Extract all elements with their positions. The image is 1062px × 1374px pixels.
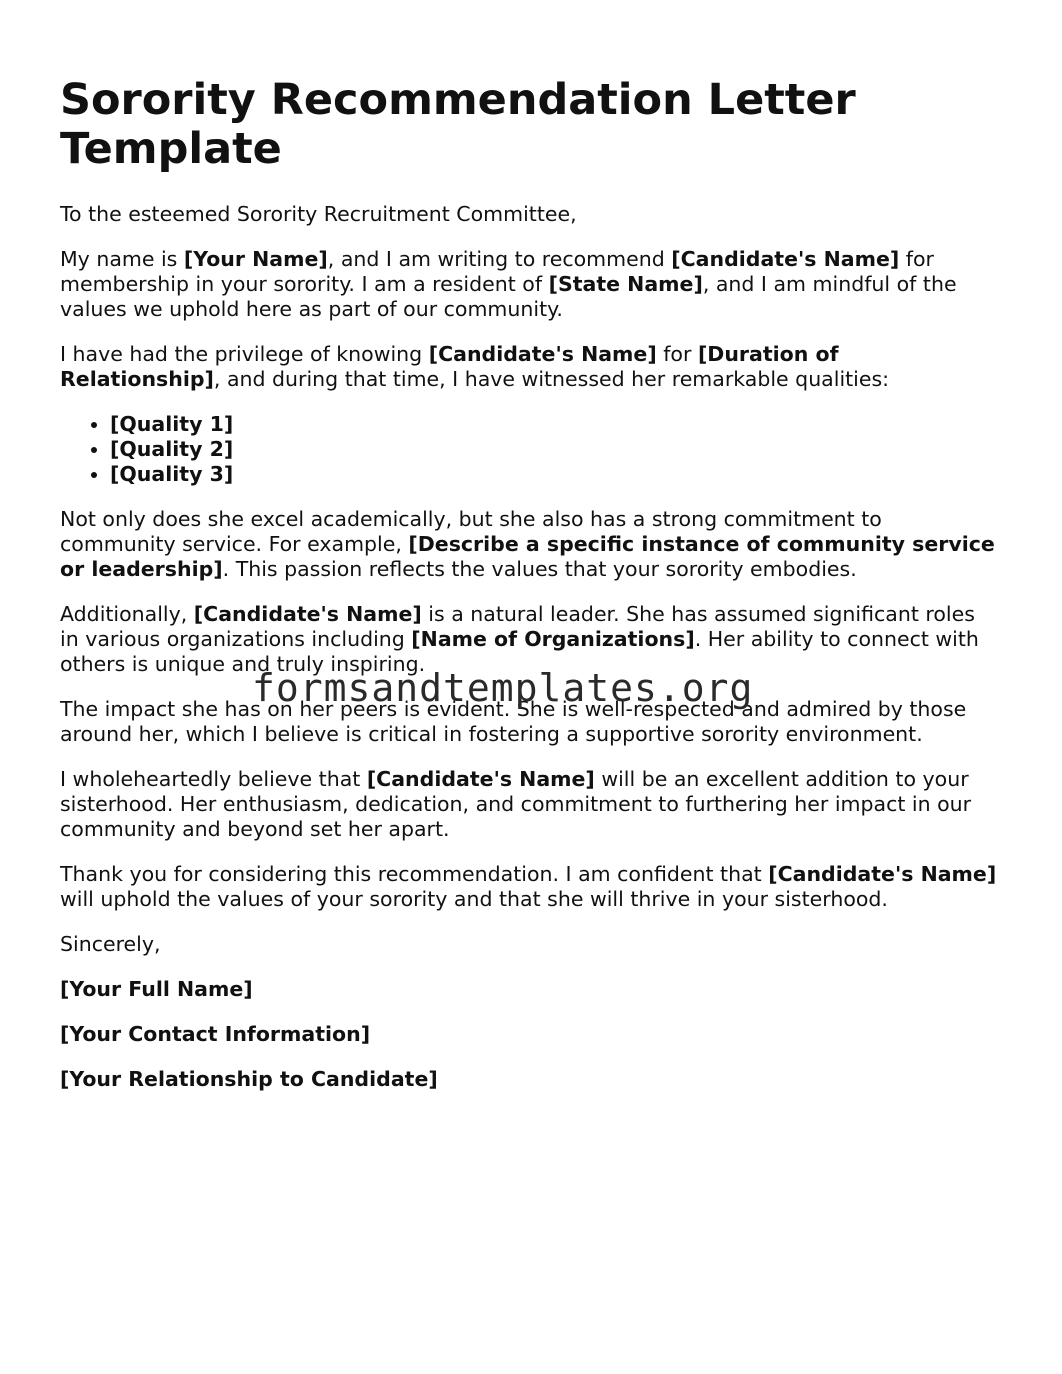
placeholder-relationship: [Your Relationship to Candidate] [60, 1067, 438, 1091]
paragraph-impact: The impact she has on her peers is evident. She is well-respected and admired by those around her, which I believe is critical in fostering a supportive sorority environment. [60, 697, 967, 746]
text: I wholeheartedly believe that [60, 767, 367, 791]
list-item [110, 437, 1000, 462]
text: for [656, 342, 698, 366]
text: I have had the privilege of knowing [60, 342, 429, 366]
text: Not only does she excel academically, but she also has a strong commitment to community service. For example, [60, 507, 882, 556]
placeholder-instance: [Describe a specific instance of community service or leadership] [60, 532, 995, 581]
placeholder-quality: [Quality 3] [110, 462, 234, 486]
placeholder-organizations: [Name of Organizations] [411, 627, 695, 651]
placeholder-candidate-name: [Candidate's Name] [671, 247, 900, 271]
qualities-list [60, 412, 1000, 487]
paragraph-endorsement [60, 767, 1000, 842]
signature-contact [60, 1022, 1000, 1047]
paragraph-relationship [60, 342, 1000, 392]
paragraph-community-service [60, 507, 1000, 582]
text: . Her ability to connect with others is unique and truly inspiring. [60, 627, 979, 676]
text: will be an excellent addition to your sisterhood. Her enthusiasm, dedication, and commitment to furthering her impact in our community and beyond set her apart. [60, 767, 972, 841]
placeholder-candidate-name: [Candidate's Name] [366, 767, 595, 791]
placeholder-duration: [Duration of Relationship] [60, 342, 839, 391]
text: is a natural leader. She has assumed significant roles in various organizations including [60, 602, 975, 651]
signature-full-name [60, 977, 1000, 1002]
text: , and during that time, I have witnessed her remarkable qualities: [213, 367, 890, 391]
text: , and I am mindful of the values we uphold here as part of our community. [60, 272, 957, 321]
placeholder-state-name: [State Name] [548, 272, 703, 296]
placeholder-quality: [Quality 1] [110, 412, 234, 436]
text: Thank you for considering this recommendation. I am confident that [60, 862, 769, 886]
list-item [110, 412, 1000, 437]
placeholder-candidate-name: [Candidate's Name] [428, 342, 657, 366]
text: Additionally, [60, 602, 194, 626]
greeting: To the esteemed Sorority Recruitment Committee, [60, 202, 577, 226]
signature-relationship [60, 1067, 1000, 1092]
closing: Sincerely, [60, 932, 161, 956]
placeholder-candidate-name: [Candidate's Name] [768, 862, 997, 886]
text: will uphold the values of your sorority and that she will thrive in your sisterhood. [60, 887, 888, 911]
placeholder-contact: [Your Contact Information] [60, 1022, 371, 1046]
text: , and I am writing to recommend [327, 247, 672, 271]
placeholder-quality: [Quality 2] [110, 437, 234, 461]
watermark: formsandtemplates.org [252, 666, 754, 710]
placeholder-candidate-name: [Candidate's Name] [193, 602, 422, 626]
letter-document [60, 76, 1000, 1112]
text: for membership in your sorority. I am a resident of [60, 247, 934, 296]
text: My name is [60, 247, 184, 271]
page-title: Sorority Recommendation Letter Template [60, 75, 856, 174]
placeholder-your-name: [Your Name] [183, 247, 328, 271]
paragraph-thanks [60, 862, 1000, 912]
paragraph-leadership [60, 602, 1000, 677]
paragraph-introduction [60, 247, 1000, 322]
placeholder-full-name: [Your Full Name] [60, 977, 253, 1001]
list-item [110, 462, 1000, 487]
text: . This passion reflects the values that your sorority embodies. [222, 557, 857, 581]
